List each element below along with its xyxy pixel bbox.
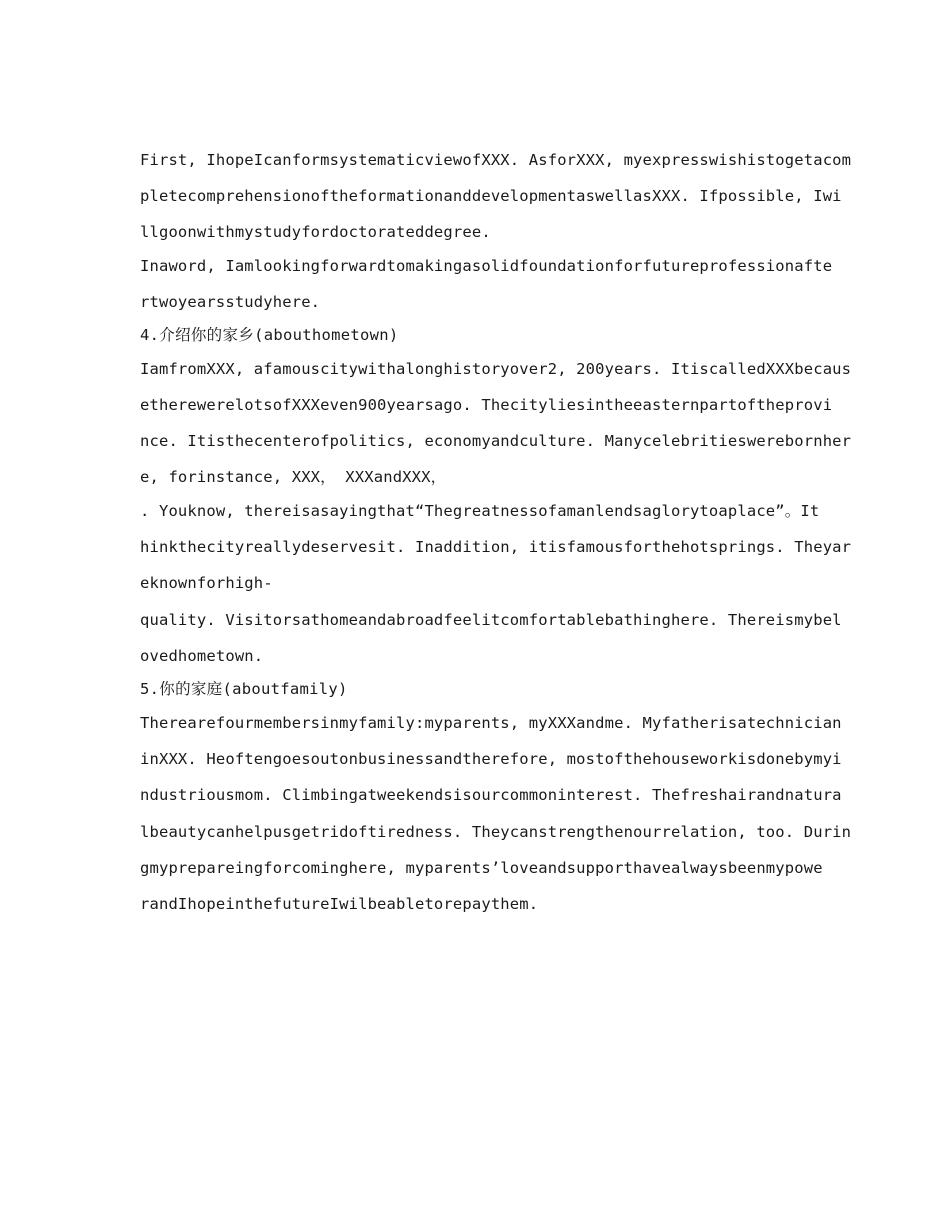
section-heading-family: 5.你的家庭(aboutfamily) [140, 680, 348, 698]
text-line: gmyprepareingforcominghere, myparents’loveandsupporthavealwaysbeenmypowe [140, 859, 823, 877]
text-line: eknownforhigh- [140, 574, 273, 592]
text-line: IamfromXXX, afamouscitywithalonghistoryover2, 200years. ItiscalledXXXbecaus [140, 360, 852, 378]
text-line: lbeautycanhelpusgetridoftiredness. Theycanstrengthenourrelation, too. Durin [140, 823, 852, 841]
text-line: Therearefourmembersinmyfamily:myparents, myXXXandme. Myfatherisatechnician [140, 714, 842, 732]
text-line: inXXX. Heoftengoesoutonbusinessandtherefore, mostofthehouseworkisdonebymyi [140, 750, 842, 768]
text-line: . Youknow, thereisasayingthat“Thegreatnessofamanlendsaglorytoaplace”。It [140, 502, 820, 520]
text-line: nce. Itisthecenterofpolitics, economyandculture. Manycelebritieswerebornher [140, 432, 852, 450]
text-line: ndustriousmom. Climbingatweekendsisourcommoninterest. Thefreshairandnatura [140, 786, 842, 804]
text-line: llgoonwithmystudyfordoctorateddegree. [140, 223, 491, 241]
text-line: pletecomprehensionoftheformationanddevelopmentaswellasXXX. Ifpossible, Iwi [140, 187, 842, 205]
text-line: hinkthecityreallydeservesit. Inaddition, itisfamousforthehotsprings. Theyar [140, 538, 852, 556]
text-line: randIhopeinthefutureIwilbeabletorepaythem. [140, 895, 539, 913]
text-line: quality. Visitorsathomeandabroadfeelitcomfortablebathinghere. Thereismybel [140, 611, 842, 629]
section-heading-hometown: 4.介绍你的家乡(abouthometown) [140, 326, 399, 344]
text-line: e, forinstance, XXX， XXXandXXX， [140, 468, 447, 486]
text-line: ovedhometown. [140, 647, 264, 665]
text-line: Inaword, Iamlookingforwardtomakingasolidfoundationforfutureprofessionafte [140, 257, 833, 275]
text-line: rtwoyearsstudyhere. [140, 293, 321, 311]
text-line: etherewerelotsofXXXeven900yearsago. Thecityliesintheeasternpartoftheprovi [140, 396, 833, 414]
text-line: First, IhopeIcanformsystematicviewofXXX. AsforXXX, myexpresswishistogetacom [140, 151, 852, 169]
